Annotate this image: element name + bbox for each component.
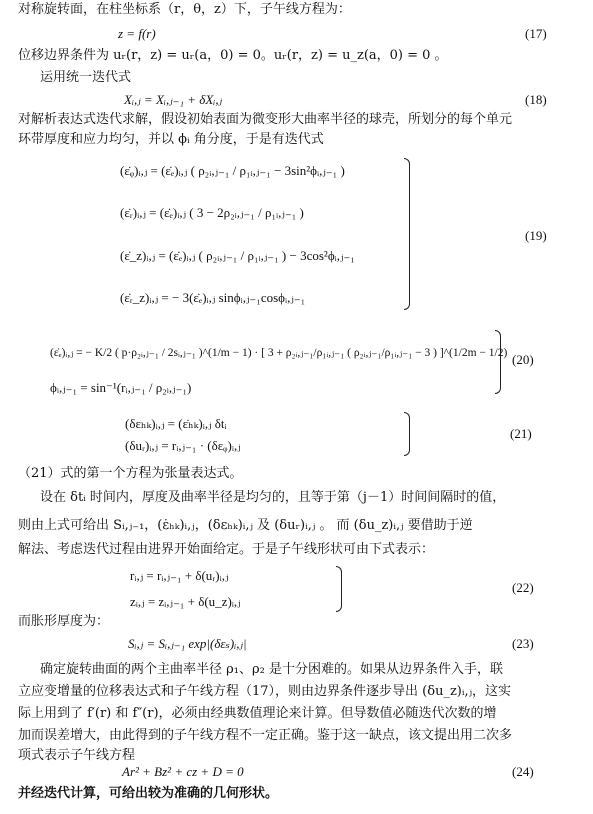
text-line-3: 运用统一迭代式 [40, 70, 132, 85]
equation-19a: (ε̇ᵩ)ᵢ,ⱼ = (ε̇ₑ)ᵢ,ⱼ ( ρ₂ᵢ,ⱼ₋₁ / ρ₁ᵢ,ⱼ₋₁ − 3sin²ϕᵢ,ⱼ₋₁ ) [120, 163, 345, 178]
text-line-16: 并经迭代计算，可给出较为准确的几何形状。 [18, 786, 279, 801]
equation-number-23: (23) [512, 636, 534, 651]
equation-19d: (ε̇ᵣ_z)ᵢ,ⱼ = − 3(ε̇ₑ)ᵢ,ⱼ sinϕᵢ,ⱼ₋₁cosϕᵢ,ⱼ₋₁ [120, 290, 306, 305]
text-line-15: 项式表示子午线方程 [18, 748, 136, 763]
equation-number-19: (19) [525, 228, 547, 243]
equation-19-brace [404, 158, 410, 310]
equation-number-24: (24) [512, 764, 534, 779]
equation-number-17: (17) [525, 26, 547, 41]
equation-18: Xᵢ,ⱼ = Xᵢ,ⱼ₋₁ + δXᵢ,ⱼ [124, 92, 223, 107]
equation-22-brace [336, 566, 342, 612]
equation-17: z = f(r) [118, 26, 156, 41]
equation-number-22: (22) [512, 580, 534, 595]
text-line-7: 设在 δtᵢ 时间内，厚度及曲率半径是均匀的，且等于第（j－1）时间间隔时的值， [40, 490, 506, 505]
equation-21b: (δuᵣ)ᵢ,ⱼ = rᵢ,ⱼ₋₁ · (δεᵩ)ᵢ,ⱼ [125, 438, 241, 453]
text-line-13: 际上用到了 f′(r) 和 f″(r)，必须由经典数值理论来计算。但导数值必随迭代次数的增 [18, 706, 497, 721]
equation-19b: (ε̇ᵣ)ᵢ,ⱼ = (ε̇ₑ)ᵢ,ⱼ ( 3 − 2ρ₂ᵢ,ⱼ₋₁ / ρ₁ᵢ,ⱼ₋₁ ) [120, 205, 304, 220]
equation-24: Ar² + Bz² + cz + D = 0 [122, 764, 244, 779]
text-line-4: 对解析表达式迭代求解，假设初始表面为微变形大曲率半径的球壳，所划分的每个单元 [18, 112, 513, 127]
text-line-6: （21）式的第一个方程为张量表达式。 [18, 466, 243, 481]
equation-22b: zᵢ,ⱼ = zᵢ,ⱼ₋₁ + δ(u_z)ᵢ,ⱼ [130, 594, 241, 609]
text-line-10: 而胀形厚度为： [18, 614, 110, 629]
equation-23: Sᵢ,ⱼ = Sᵢ,ⱼ₋₁ exp|(δεₛ)ᵢ,ⱼ| [128, 636, 247, 651]
text-line-14: 加而误差增大，由此得到的子午线方程不一定正确。鉴于这一缺点，该文提出用二次多 [18, 728, 513, 743]
text-line-11: 确定旋转曲面的两个主曲率半径 ρ₁、ρ₂ 是十分困难的。如果从边界条件入手，联 [40, 662, 503, 677]
text-line-9: 解法、考虑迭代过程由进界开始面给定。于是子午线形状可由下式表示： [18, 542, 435, 557]
equation-number-18: (18) [525, 92, 547, 107]
equation-20-brace [495, 330, 501, 394]
text-line-1: 对称旋转面，在柱坐标系（r，θ，z）下，子午线方程为： [18, 2, 351, 17]
text-line-5: 环带厚度和应力均匀，并以 ϕᵢ 角分度，于是有迭代式 [18, 132, 324, 147]
text-line-8: 则由上式可给出 Sᵢ,ⱼ₋₁，(ε̇ₕₖ)ᵢ,ⱼ，(δεₕₖ)ᵢ,ⱼ 及 (δuᵣ)ᵢ,ⱼ 。 而 (δu_z)ᵢ,ⱼ 要借助于逆 [18, 518, 473, 533]
text-line-2: 位移边界条件为 uᵣ(r，z) = uᵣ(a，0) = 0。uᵣ(r，z) = u_z(a，0) = 0 。 [18, 48, 448, 63]
text-line-12: 立应变增量的位移表达式和子午线方程（17），则由边界条件逐步导出 (δu_z)ᵢ,ⱼ，这实 [18, 684, 512, 699]
equation-number-21: (21) [510, 426, 532, 441]
equation-22a: rᵢ,ⱼ = rᵢ,ⱼ₋₁ + δ(uᵣ)ᵢ,ⱼ [130, 568, 229, 583]
equation-number-20: (20) [512, 352, 534, 367]
equation-20b: ϕᵢ,ⱼ₋₁ = sin⁻¹(rᵢ,ⱼ₋₁ / ρ₂ᵢ,ⱼ₋₁) [50, 380, 192, 395]
equation-21a: (δεₕₖ)ᵢ,ⱼ = (ε̇ₕₖ)ᵢ,ⱼ δtᵢ [125, 416, 227, 431]
equation-20a: (ε̇ₑ)ᵢ,ⱼ = − K/2 ( p·ρ₂ᵢ,ⱼ₋₁ / 2sᵢ,ⱼ₋₁ )^(1/m − 1) · [ 3 + ρ₂ᵢ,ⱼ₋₁/ρ₁ᵢ,ⱼ₋₁ ( ρ₂ᵢ,ⱼ₋₁/ρ₁ᵢ,ⱼ₋₁ − 3 ) ]^(1/2m − 1/2) [50, 347, 508, 359]
equation-21-brace [404, 412, 410, 456]
equation-19c: (ε̇_z)ᵢ,ⱼ = (ε̇ₑ)ᵢ,ⱼ ( ρ₂ᵢ,ⱼ₋₁ / ρ₁ᵢ,ⱼ₋₁ ) − 3cos²ϕᵢ,ⱼ₋₁ [120, 248, 355, 263]
